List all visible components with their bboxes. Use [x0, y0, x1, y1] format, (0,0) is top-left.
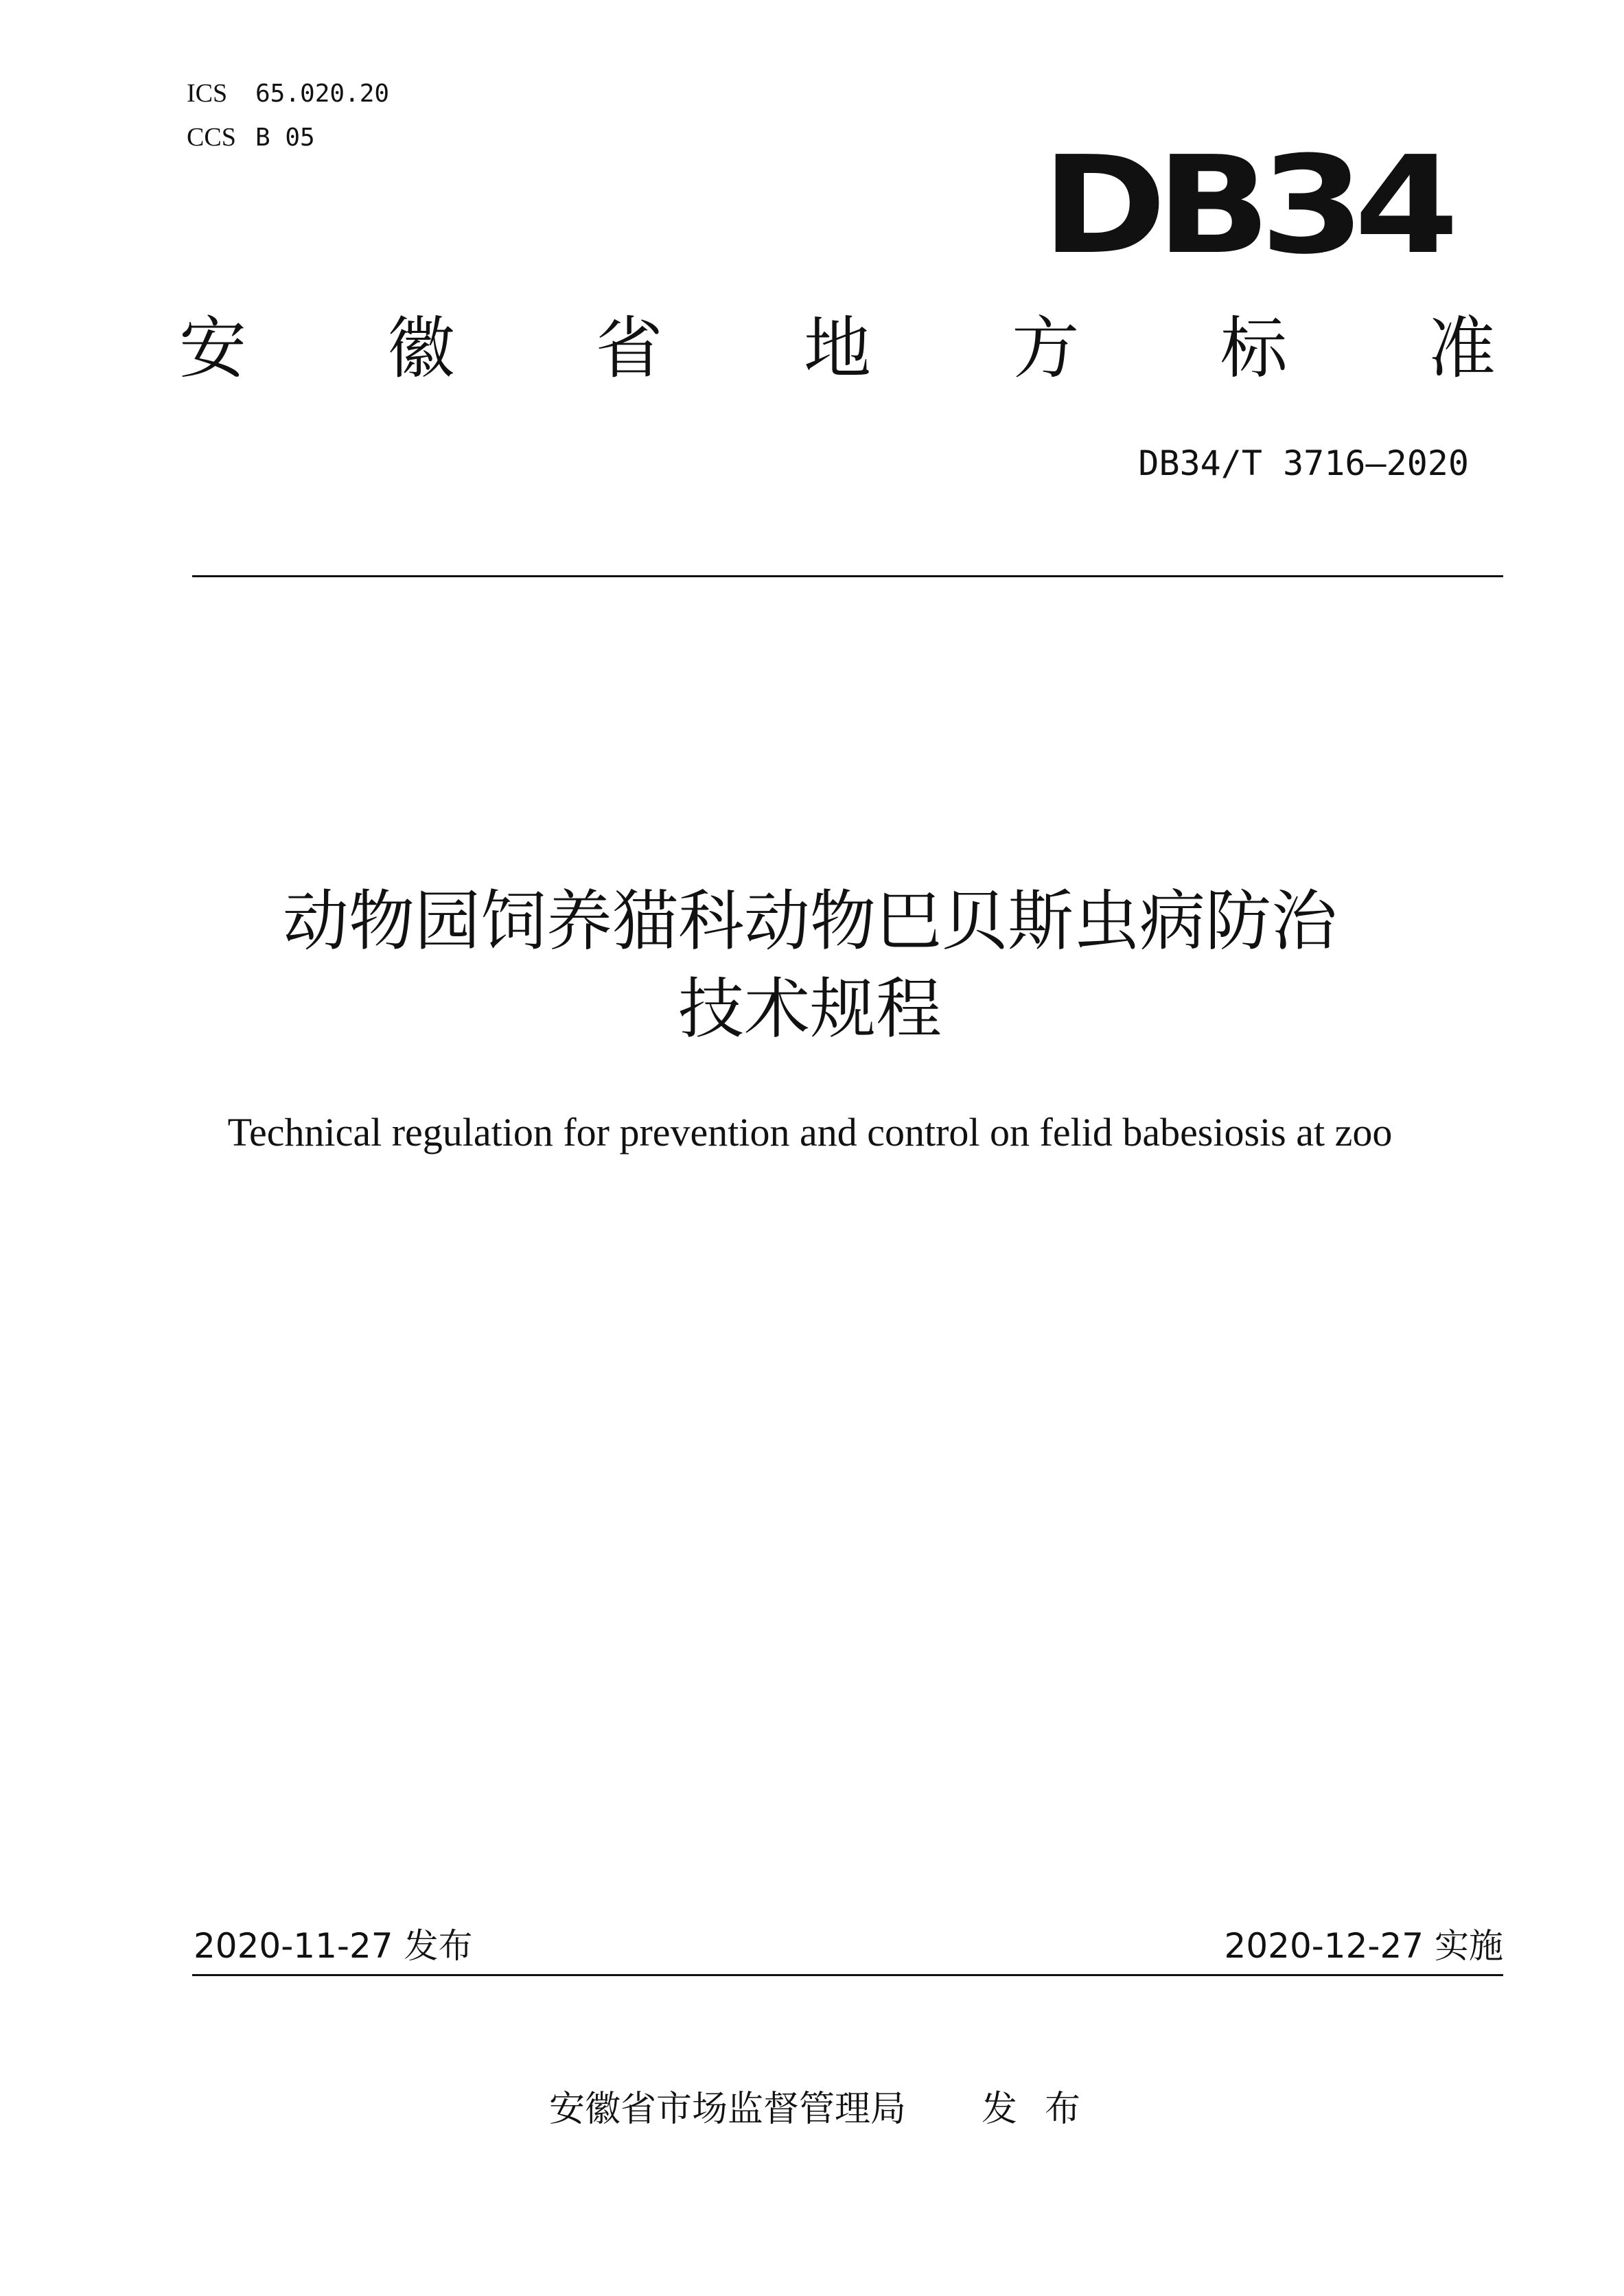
issuer-line — [549, 2085, 1108, 2133]
category-char: 徽 — [387, 310, 455, 388]
standard-category-title — [165, 308, 1510, 390]
chinese-title-line-1: 动物园饲养猫科动物巴贝斯虫病防治 — [283, 883, 1337, 960]
ccs-label: CCS — [187, 123, 236, 152]
db34-logo: DB34 — [1041, 128, 1448, 284]
category-char: 省 — [595, 310, 663, 388]
category-char: 安 — [178, 310, 246, 388]
category-char: 准 — [1428, 310, 1496, 388]
ics-label: ICS — [187, 79, 228, 108]
category-char: 标 — [1220, 310, 1288, 388]
chinese-title — [137, 877, 1483, 1053]
category-char: 方 — [1012, 310, 1080, 388]
english-title: Technical regulation for prevention and control on felid babesiosis at zoo — [227, 1110, 1393, 1155]
ccs-code: B 05 — [255, 124, 315, 152]
issuer-name: 安徽省市场监督管理局 — [549, 2089, 907, 2130]
standard-number: DB34/T 3716—2020 — [1138, 443, 1469, 483]
ccs-classification — [187, 121, 315, 154]
effective-date: 2020-12-27 实施 — [1224, 1926, 1503, 1966]
chinese-title-line-2: 技术规程 — [678, 971, 942, 1047]
top-divider — [192, 575, 1503, 577]
issue-action: 发布 — [982, 2089, 1109, 2130]
publish-date: 2020-11-27 发布 — [194, 1926, 473, 1966]
ics-code: 65.020.20 — [255, 80, 390, 108]
bottom-divider — [192, 1974, 1503, 1976]
category-char: 地 — [803, 310, 871, 388]
ics-classification — [187, 77, 389, 110]
